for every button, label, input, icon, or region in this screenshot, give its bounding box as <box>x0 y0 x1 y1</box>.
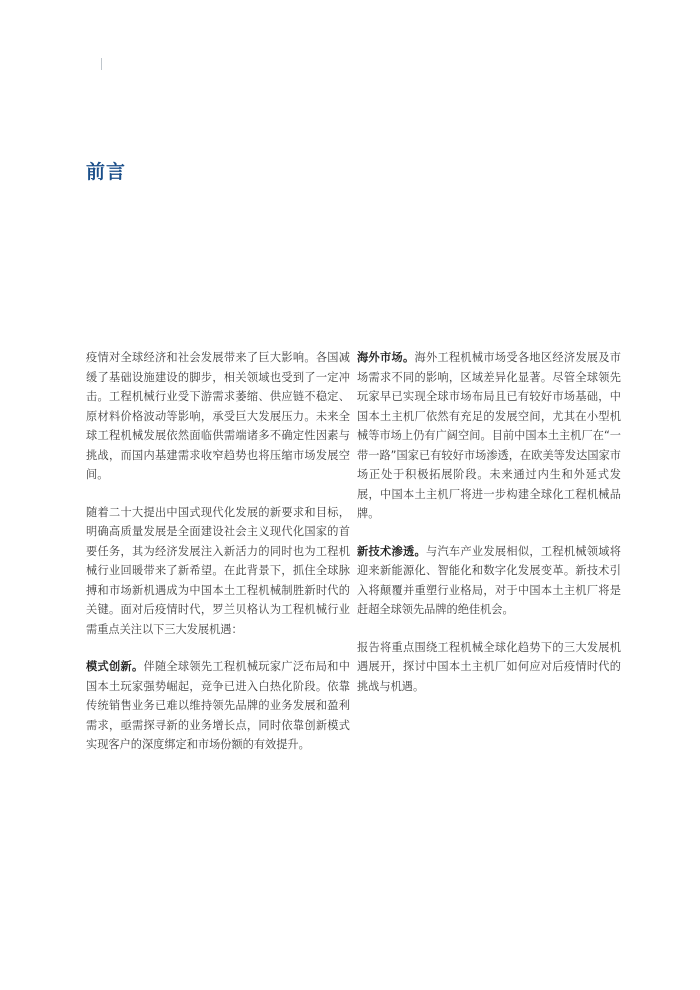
overseas-market-text: 海外工程机械市场受各地区经济发展及市场需求不同的影响，区域差异化显著。尽管全球领先玩家早已实现全球市场布局且已有较好市场基础，中国本土主机厂依然有充足的发展空间，尤其在小型机械等市场上仍有广阔空间。目前中国本土主机厂在“一带一路”国家已有较好市场渗透，在欧美等发达国家市场正处于积极拓展阶段。未来通过内生和外延式发展，中国本土主机厂将进一步构建全球化工程机械品牌。 <box>357 351 621 520</box>
page-title: 前言 <box>86 161 127 183</box>
overseas-market-heading: 海外市场。 <box>357 351 415 364</box>
new-tech-paragraph <box>357 542 621 620</box>
report-summary-paragraph <box>357 638 621 697</box>
new-tech-heading: 新技术渗透。 <box>357 544 426 558</box>
overseas-market-paragraph <box>357 348 621 524</box>
page-margin-mark <box>101 58 102 70</box>
right-column <box>357 348 621 714</box>
context-paragraph <box>86 503 350 640</box>
new-tech-text: 与汽车产业发展相似，工程机械领域将迎来新能源化、智能化和数字化发展变革。新技术引入将颠覆并重塑行业格局，对于中国本土主机厂将是赶超全球领先品牌的绝佳机会。 <box>357 544 621 616</box>
left-column <box>86 348 350 773</box>
intro-paragraph-text: 疫情对全球经济和社会发展带来了巨大影响。各国减缓了基础设施建设的脚步，相关领域也受到了一定冲击。工程机械行业受下游需求萎缩、供应链不稳定、原材料价格波动等影响，承受巨大发展压力。未来全球工程机械发展依然面临供需端诸多不确定性因素与挑战，而国内基建需求收窄趋势也将压缩市场发展空间。 <box>86 351 350 481</box>
model-innovation-paragraph <box>86 657 350 755</box>
report-summary-text: 报告将重点围绕工程机械全球化趋势下的三大发展机遇展开，探讨中国本土主机厂如何应对后疫情时代的挑战与机遇。 <box>357 640 621 693</box>
model-innovation-text: 伴随全球领先工程机械玩家广泛布局和中国本土玩家强势崛起，竞争已进入白热化阶段。依靠传统销售业务已难以维持领先品牌的业务发展和盈利需求，亟需探寻新的业务增长点，同时依靠创新模式实现客户的深度绑定和市场份额的有效提升。 <box>86 660 350 751</box>
model-innovation-heading: 模式创新。 <box>86 660 144 673</box>
context-paragraph-text: 随着二十大提出中国式现代化发展的新要求和目标，明确高质量发展是全面建设社会主义现代化国家的首要任务，其为经济发展注入新活力的同时也为工程机械行业回暖带来了新希望。在此背景下，抓住全球脉搏和市场新机遇成为中国本土工程机械制胜新时代的关键。面对后疫情时代，罗兰贝格认为工程机械行业需重点关注以下三大发展机遇： <box>86 505 350 636</box>
intro-paragraph <box>86 348 350 485</box>
